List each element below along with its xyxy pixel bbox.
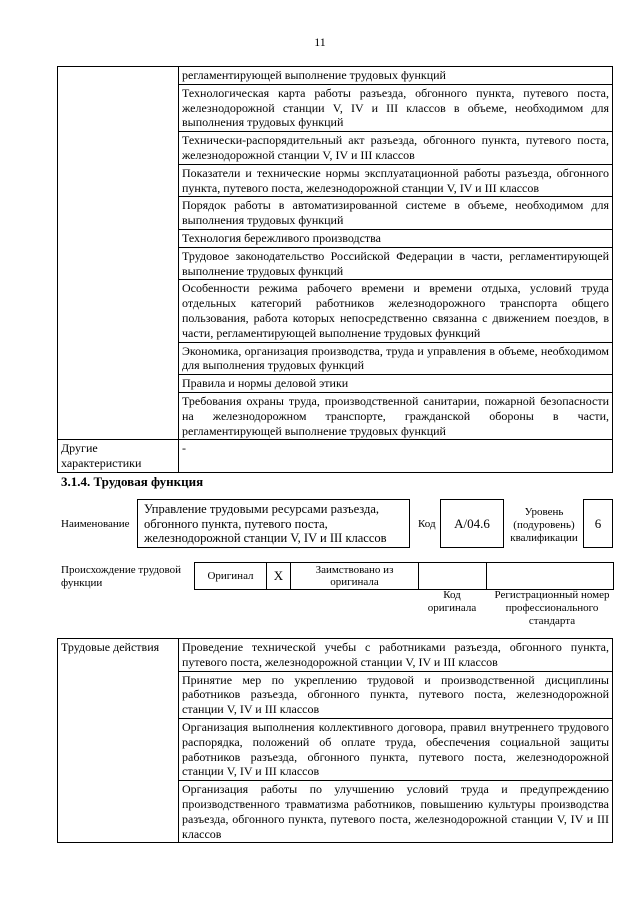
section-title: 3.1.4. Трудовая функция (61, 474, 204, 489)
level-label: Уровень (подуровень) квалификации (510, 506, 578, 544)
table-row (58, 67, 613, 85)
table-row (195, 563, 614, 590)
knowledge-item: Технически-распорядительный акт разъезда, обгонного пункта, путевого поста, железнодорожной станции V, IV и III классов (179, 132, 613, 165)
actions-table (57, 638, 613, 843)
knowledge-item: Порядок работы в автоматизированной системе в объеме, необходимом для выполнения трудовых функций (179, 197, 613, 230)
page-number: 11 (314, 35, 326, 49)
knowledge-item: Экономика, организация производства, труда и управления в объеме, необходимом для выполнения трудовых функций (179, 342, 613, 375)
other-characteristics-label: Другие характеристики (58, 440, 179, 473)
knowledge-item: Требования охраны труда, производственной санитарии, пожарной безопасности на железнодорожном транспорте, гражданской обороны в части, регламентирующей выполнение трудовых функций (179, 392, 613, 439)
level-value: 6 (583, 499, 613, 548)
origin-mark: X (267, 563, 291, 590)
origin-reg-cell (487, 563, 614, 590)
action-item: Проведение технической учебы с работниками разъезда, обгонного пункта, путевого поста, железнодорожной станции V, IV и III классов (179, 639, 613, 672)
origin-label: Происхождение трудовой функции (61, 564, 182, 589)
knowledge-item: Особенности режима рабочего времени и времени отдыха, условий труда отдельных категорий работников железнодорожного транспорта общего пользования, работа которых непосредственно связанна с движением поездов, в части, регламентирующей выполнение трудовых функций (179, 280, 613, 342)
origin-table (194, 562, 614, 590)
table-row (58, 639, 613, 672)
label-cell-empty (58, 67, 179, 440)
name-value: Управление трудовыми ресурсами разъезда, обгонного пункта, путевого поста, железнодорожной станции V, IV и III классов (137, 499, 410, 548)
other-characteristics-value: - (179, 440, 613, 473)
origin-original: Оригинал (195, 563, 267, 590)
action-item: Организация выполнения коллективного договора, правил внутреннего трудового распорядка, положений об оплате труда, обеспечения социальной защиты работников разъезда, обгонного пункта, путевого поста, железнодорожной станции V, IV и III классов (179, 718, 613, 780)
name-label: Наименование (61, 518, 130, 530)
knowledge-item: Трудовое законодательство Российской Федерации в части, регламентирующей выполнение трудовых функций (179, 247, 613, 280)
actions-label: Трудовые действия (58, 639, 179, 843)
origin-code-cell (419, 563, 487, 590)
knowledge-item: Правила и нормы деловой этики (179, 375, 613, 393)
knowledge-item: Технологическая карта работы разъезда, обгонного пункта, путевого поста, железнодорожной станции V, IV и III классов в объеме, необходимом для выполнения трудовых функций (179, 84, 613, 131)
knowledge-item: Технология бережливого производства (179, 229, 613, 247)
knowledge-item: Показатели и технические нормы эксплуатационной работы разъезда, обгонного пункта, путевого поста, железнодорожной станции V, IV и III классов (179, 164, 613, 197)
knowledge-table (57, 66, 613, 473)
table-row (58, 440, 613, 473)
code-caption: Код оригинала (427, 589, 477, 614)
action-item: Организация работы по улучшению условий труда и предупреждению производственного травматизма работников, повышению культуры производства разъезда, обгонного пункта, путевого поста, железнодорожной станции V, IV и III классов (179, 781, 613, 843)
knowledge-item: регламентирующей выполнение трудовых функций (179, 67, 613, 85)
reg-caption: Регистрационный номер профессионального стандарта (494, 589, 610, 627)
action-item: Принятие мер по укреплению трудовой и производственной дисциплины работников разъезда, обгонного пункта, путевого поста, железнодорожной станции V, IV и III классов (179, 671, 613, 718)
origin-borrowed: Заимствовано из оригинала (291, 563, 419, 590)
code-value: A/04.6 (440, 499, 504, 548)
code-label: Код (418, 518, 436, 530)
